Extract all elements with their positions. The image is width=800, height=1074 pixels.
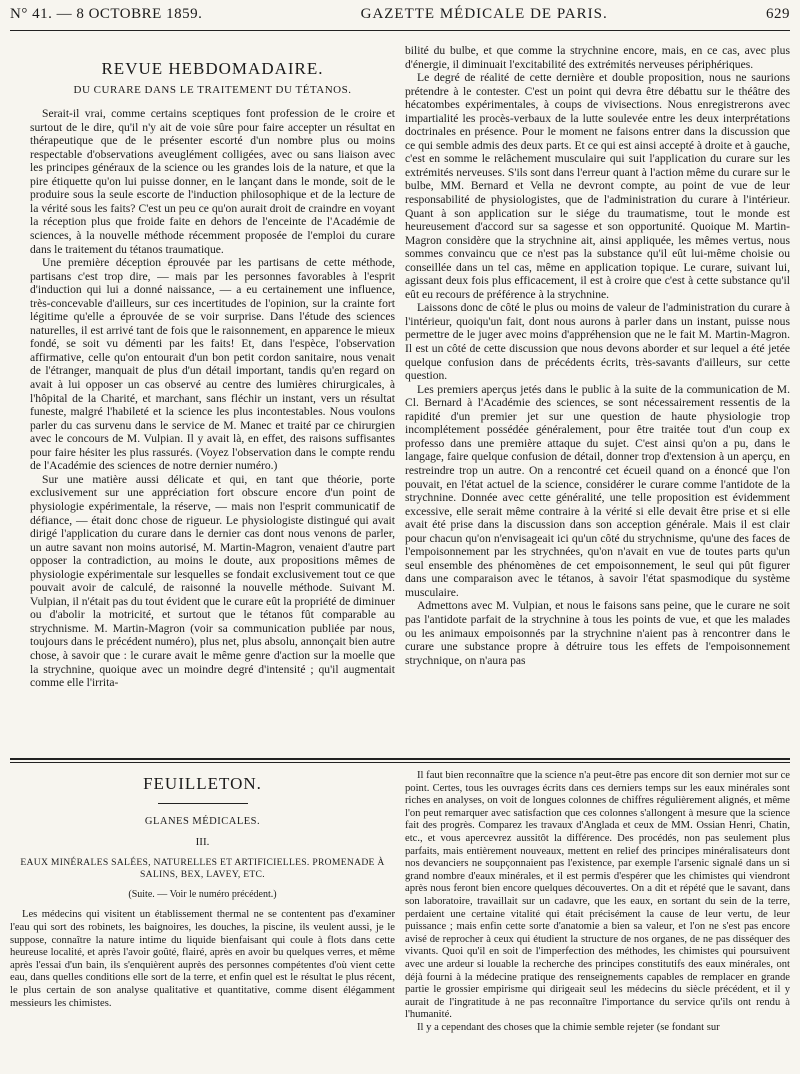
feuilleton-left-column [10,770,395,1070]
section-divider-thin [10,762,790,763]
feuilleton-paragraph: Il y a cependant des choses que la chimie semble rejeter (se fondant sur [417,1021,720,1033]
revue-paragraph: Admettons avec M. Vulpian, et nous le faisons sans peine, que le curare ne soit pas l'antidote parfait de la strychnine à tous les points de vue, et que les malades ou les animaux empoisonnés par la strychnine n'aient pas à rencontrer dans le curare une substance propre à détruire tous les effets de l'empoisonnement strychnique, on n'aura pas [405,599,790,667]
feuilleton-paragraph: Il faut bien reconnaître que la science n'a peut-être pas encore dit son dernier mot sur ce point. Certes, tous les ouvrages écrits dans ces derniers temps sur les eaux minérales sont riches en analyses, on voit de longues colonnes de chiffres régulièrement alignés, et même l'on peut remarquer avec satisfaction que ces colonnes s'allongent à mesure que la science fait des progrès. Comparez les travaux d'Anglada et ceux de MM. Ossian Henri, Chatin, etc., et vous apercevrez aussitôt la différence. Des procédés, non pas seulement plus parfaits, mais entièrement nouveaux, mettent en relief des principes minéralisateurs dont nos devanciers ne soupçonnaient pas l'existence, par exemple l'arsenic signalé dans un si grand nombre d'eaux minérales, et il est permis d'espérer que les chimistes qui viendront après nous feront bien encore quelques découvertes. On a dit et répété que le savant, dans son laboratoire, travaillait sur un cadavre, que les eaux, en sortant du sein de la terre, perdaient une certaine vitalité qui était précisément la cause de leur vertu, de leur puissance ; mais enfin cette sorte d'anatomie a bien sa valeur, et l'on ne s'est pas encore avisé de reprocher à ceux qui étudient la structure de nos organes, de ne pas disséquer des vivants. Quoi qu'il en soit de l'imperfection des méthodes, les chimistes qui poursuivent avec une ardeur si louable la recherche des principes constitutifs des eaux minérales, ont déjà fourni à la médecine pratique des renseignements capables de remplacer en grande partie le grossier empirisme qui dirigeait seul les médecins du siècle précédent, et il y aurait de l'ingratitude à ne pas reconnaître l'importance du service qu'ils ont rendu à l'humanité. [405,770,790,1021]
revue-paragraph: Laissons donc de côté le plus ou moins de valeur de l'administration du curare à l'intérieur, quoiqu'un fait, dont nous aurons à parler dans un instant, puisse nous permettre de le juger avec moins d'appréhension que ne le fait M. Martin-Magron. Il est un côté de cette discussion que nous devons aborder et sur lequel a été jetée quelque confusion dans de précédents écrits, très-savants d'ailleurs, sur cette question. [405,301,790,383]
revue-right-column [405,44,790,756]
revue-paragraph: Serait-il vrai, comme certains sceptiques font profession de le croire et surtout de le dire, qu'il n'y ait de voie sûre pour faire accepter un résultat en thérapeutique que de le présenter escorté d'un nombre plus ou moins respectable d'observations aveuglément colligées, avec ou sans liaison avec les principes généraux de la science ou les grandes lois de la nature, et que la pire étiquette qu'on lui puisse donner, en le lançant dans le monde, soit de le produire sous la seule escorte de l'induction philosophique et de la lecture de la vérité sous les faits? C'est un peu ce qu'on aurait droit de craindre en voyant la réception plus que froide faite en dehors de l'enceinte de l'Académie de sciences, à la nouvelle méthode récemment proposée de l'emploi du curare dans le traitement du tétanos traumatique. [30,107,395,256]
feuilleton-series: GLANES MÉDICALES. [144,815,261,827]
feuilleton-suite: (Suite. — Voir le numéro précédent.) [128,888,277,900]
feuilleton-section [10,770,790,1070]
section-divider [10,758,790,760]
page-number: 629 [766,6,790,22]
revue-paragraph: bilité du bulbe, et que comme la strychnine encore, mais, en ce cas, avec plus d'énergie, il diminuait l'excitabilité des extrémités nerveuses périphériques. [405,44,790,71]
revue-paragraph: Le degré de réalité de cette dernière et double proposition, nous ne saurions prétendre à le contester. C'est un point qui devra être débattu sur le théâtre des hécatombes expérimentales, à coups de vivisections. Nous enregistrerons avec impartialité les procès-verbaux de la lutte soulevée entre les deux interprétations doctrinales en présence. Pour le moment ne faisons entrer dans la discussion que ce qui semble admis des deux parts. Et ce qui est ainsi accepté à droite et à gauche, c'est en somme le relâchement musculaire qui suit l'application du curare sur les extrémités nerveuses. S'ils sont dans l'erreur quant à l'action même du curare sur le bulbe, MM. Bernard et Vella ne devront compte, au point de vue de leur responsabilité de physiologistes, que de l'administration du curare à l'intérieur. Quant à son application sur le siége du traumatisme, tout le monde est heureusement d'accord sur sa sagesse et son opportunité. Quoique M. Martin-Magron considère que la strychnine ait, ainsi appliquée, les mêmes vertus, nous sommes convaincu que ce n'est pas la substance qu'il eût lui-même choisie ou conseillée dans un tel cas, même en application topique. Le curare, suivant lui, agissant deux fois plus efficacement, il est à croire que c'est à cette substance qu'il eût eu recours de préférence à la strychnine. [405,71,790,301]
short-rule [158,803,248,804]
publication-title: GAZETTE MÉDICALE DE PARIS. [360,6,608,22]
revue-paragraph: Les premiers aperçus jetés dans le public à la suite de la communication de M. Cl. Bernard à l'Académie des sciences, se sont nécessairement ressentis de la rapidité d'un premier jet sur une question de haute physiologie trop incomplétement possédée généralement, pour être traitée tout d'un coup ex professo dans une première attaque du sujet. C'est ainsi qu'on a pu, dans le langage, faire quelque confusion de détail, donner trop d'extension à un aperçu, en restreindre trop un autre. On a rencontré cet écueil quand on a énoncé que l'on pouvait, en l'état actuel de la science, considérer le curare comme l'antidote de la strychnine. Donnée avec cette généralité, une telle proposition est évidemment excessive, elle serait même contraire à la vérité si elle devait être prise et si elle avait été prise dans la discussion dans son acception générale. Mais il est clair pour chacun qu'on n'envisageait ici qu'un côté du strychnisme, qu'une des faces de l'empoisonnement par les strychnées, qu'on n'avait en vue de toutes parts qu'un seul ensemble des phénomènes de cet empoisonnement, le seul qui pût figurer dans une comparaison avec le tétanos, à savoir l'état spasmodique du système musculaire. [405,382,790,599]
issue-number-date: N° 41. — 8 OCTOBRE 1859. [10,6,203,22]
revue-subtitle: DU CURARE DANS LE TRAITEMENT DU TÉTANOS. [73,83,352,96]
page-header [10,6,790,31]
feuilleton-right-column [405,770,790,1070]
revue-title: REVUE HEBDOMADAIRE. [101,59,324,78]
feuilleton-title: FEUILLETON. [143,774,262,793]
revue-section [10,44,790,756]
revue-left-column [10,44,395,756]
revue-paragraph: Sur une matière aussi délicate et qui, en tant que théorie, porte exclusivement sur une appréciation fort obscure encore d'un point de physiologie expérimentale, la réserve, — mais non l'esprit communicatif de défiance, — était donc chose de rigueur. Le physiologiste distingué qui avait dirigé l'application du curare dans le dernier cas dont nous venons de parler, un autre savant non moins autorisé, M. Martin-Magron, venaient d'autre part opposer la contradiction, au moins le doute, aux propositions mêmes de physiologie expérimentale sur lesquelles se fondait exclusivement tout ce que pouvait avoir de calculé, de raisonné la nouvelle méthode. Suivant M. Vulpian, il n'était pas du tout évident que le curare eût la propriété de diminuer ou d'abolir la motricité, et surtout que le tétanos fût comparable au strychnisme. M. Martin-Magron (voir sa communication publiée par nous, toujours dans le précédent numéro), plus net, plus absolu, annonçait bien autre chose, à savoir que : le curare avait le même genre d'action sur la moelle que la strychnine, quoique avec un moindre degré d'intensité ; qu'il augmentait comme elle l'irrita- [30,472,395,690]
feuilleton-heading: EAUX MINÉRALES SALÉES, NATURELLES ET ARTIFICIELLES. PROMENADE À SALINS, BEX, LAVEY, ETC. [20,856,385,880]
feuilleton-paragraph: Les médecins qui visitent un établissement thermal ne se contentent pas d'examiner l'eau qui sort des robinets, les baignoires, les douches, la piscine, ils veulent aussi, je le suppose, connaître la nature intime du liquide bienfaisant qui coule à flots dans cette heureuse localité, et après l'avoir goûté, flairé, après en avoir bu quelques verres, et même après l'essai d'un bain, ils s'enquièrent auprès des personnes compétentes d'où vient cette eau, dans quelles conditions elle sort de la terre, et enfin quel est le résultat le plus récent, le plus certain de son analyse qualitative et quantitative, comme disent élégamment messieurs les chimistes. [10,909,395,1009]
revue-paragraph: Une première déception éprouvée par les partisans de cette méthode, partisans c'est trop dire, — mais par les personnes favorables à l'esprit d'induction qui lui a donné naissance, — a eu certainement une influence, très-concevable d'ailleurs, sur ces incertitudes de l'opinion, sur la crainte fort légitime qu'elle a éprouvée de se voir surprise. Dans l'étude des sciences naturelles, il est arrivé tant de fois que le raisonnement, en apparence le mieux fondé, se soit vu démenti par les faits! Et, dans l'espèce, l'observation affirmative, celle qu'on entourait d'un bon petit cordon sanitaire, nous venait de l'étranger, manquait de plus d'un détail important, tandis qu'en regard on avait à lui opposer un cas observé au centre des lumières chirurgicales, à l'hôpital de la Charité, et marchant, sans fléchir un instant, vers un résultat funeste, malgré l'habileté et la science les plus incontestables. Nous voulons parler du cas survenu dans le service de M. Manec et traité par ce chirurgien avec le concours de M. Vulpian. Il y avait là, en effet, des raisons suffisantes pour faire hésiter les plus rassurés. (Voyez l'observation dans le compte rendu de l'Académie des sciences de notre dernier numéro.) [30,256,395,473]
feuilleton-number: III. [195,836,210,849]
